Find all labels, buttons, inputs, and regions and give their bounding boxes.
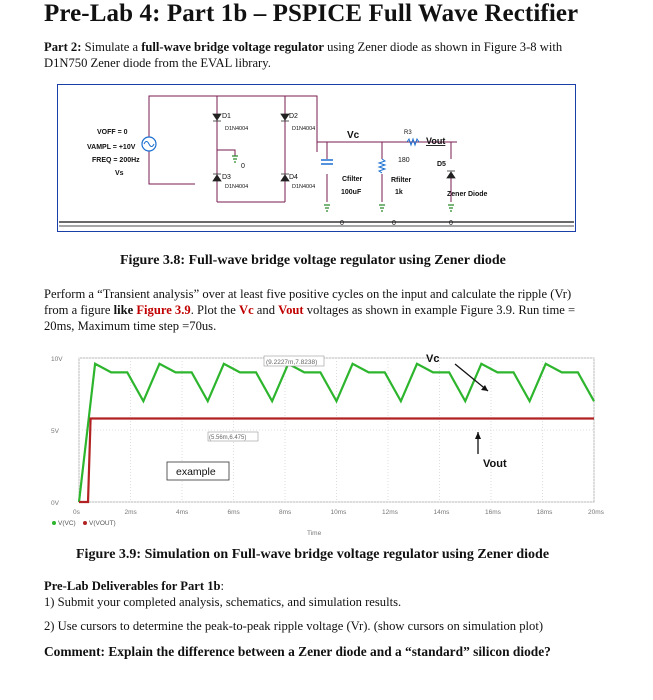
vout-annotation: Vout [483,458,507,470]
deliverable-1: 1) Submit your completed analysis, schematics, and simulation results. [44,595,402,609]
svg-text:D1: D1 [222,113,231,120]
svg-text:1k: 1k [395,189,403,196]
legend-vc: V(VC) [58,520,76,527]
x-tick-label: 0s [73,509,80,516]
y-tick-label: 0V [51,500,59,507]
svg-text:Vc: Vc [347,130,360,141]
vc-annotation: Vc [426,353,440,365]
svg-text:Vs: Vs [115,170,124,177]
x-tick-label: 14ms [433,509,450,516]
cursor-2-readout: (5.56m,6.475) [209,435,247,441]
svg-text:180: 180 [398,157,410,164]
x-tick-label: 6ms [227,509,240,516]
comment-question: Comment: Explain the difference between a Zener diode and a “standard” silicon diode? [44,644,551,659]
svg-text:0: 0 [392,220,396,227]
transient-instructions: Perform a “Transient analysis” over at least five positive cycles on the input and calculate the ripple (Vr) from a figure like Figure 3.9. Plot the Vc and Vout voltages as shown in example Figure 3.9. Run time = 20ms, Maximum time step =70us. [44,287,576,333]
x-tick-label: 4ms [176,509,189,516]
cursor-1-readout: (9.2227m,7.8238) [266,359,318,366]
svg-text:D4: D4 [289,174,298,181]
schematic-figure [57,84,576,232]
svg-text:D1N4004: D1N4004 [225,184,249,190]
y-tick-label: 10V [51,356,63,363]
svg-text:Vout: Vout [426,136,446,146]
svg-text:VAMPL = +10V: VAMPL = +10V [87,144,136,151]
x-tick-label: 10ms [330,509,347,516]
svg-text:0: 0 [340,220,344,227]
x-tick-label: 2ms [124,509,137,516]
legend-vout: V(VOUT) [89,520,116,527]
figure-3-8-caption: Figure 3.8: Full-wave bridge voltage regulator using Zener diode [120,253,506,268]
x-tick-label: 8ms [279,509,292,516]
svg-text:Cfilter: Cfilter [342,176,363,183]
svg-text:D3: D3 [222,174,231,181]
svg-text:D5: D5 [437,161,446,168]
svg-text:100uF: 100uF [341,189,362,196]
part2-label: Part 2: [44,40,82,54]
svg-text:VOFF = 0: VOFF = 0 [97,129,128,136]
svg-text:D1N4004: D1N4004 [292,184,316,190]
x-tick-label: 18ms [536,509,553,516]
svg-text:D1N4004: D1N4004 [225,126,249,132]
x-axis-label: Time [307,530,322,537]
svg-text:D2: D2 [289,113,298,120]
svg-text:Zener Diode: Zener Diode [447,191,488,198]
simulation-plot [45,346,604,537]
x-tick-label: 20ms [588,509,604,516]
svg-text:FREQ = 200Hz: FREQ = 200Hz [92,157,140,164]
svg-text:D1N4004: D1N4004 [292,126,316,132]
x-tick-label: 16ms [485,509,501,516]
svg-text:0: 0 [241,163,245,170]
part2-instructions: Part 2: Simulate a full-wave bridge voltage regulator using Zener diode as shown in Figure 3-8 with D1N750 Zener diode from the EVAL library. [44,40,563,70]
example-label: example [176,466,216,478]
svg-text:Rfilter: Rfilter [391,177,412,184]
deliverable-2: 2) Use cursors to determine the peak-to-peak ripple voltage (Vr). (show cursors on simulation plot) [44,619,544,633]
svg-text:R3: R3 [404,130,412,136]
page-title: Pre-Lab 4: Part 1b – PSPICE Full Wave Rectifier [44,0,579,27]
deliverables-heading: Pre-Lab Deliverables for Part 1b: [44,579,225,593]
x-tick-label: 12ms [382,509,398,516]
y-tick-label: 5V [51,428,59,435]
svg-text:0: 0 [449,220,453,227]
figure-3-9-caption: Figure 3.9: Simulation on Full-wave bridge voltage regulator using Zener diode [76,547,550,562]
